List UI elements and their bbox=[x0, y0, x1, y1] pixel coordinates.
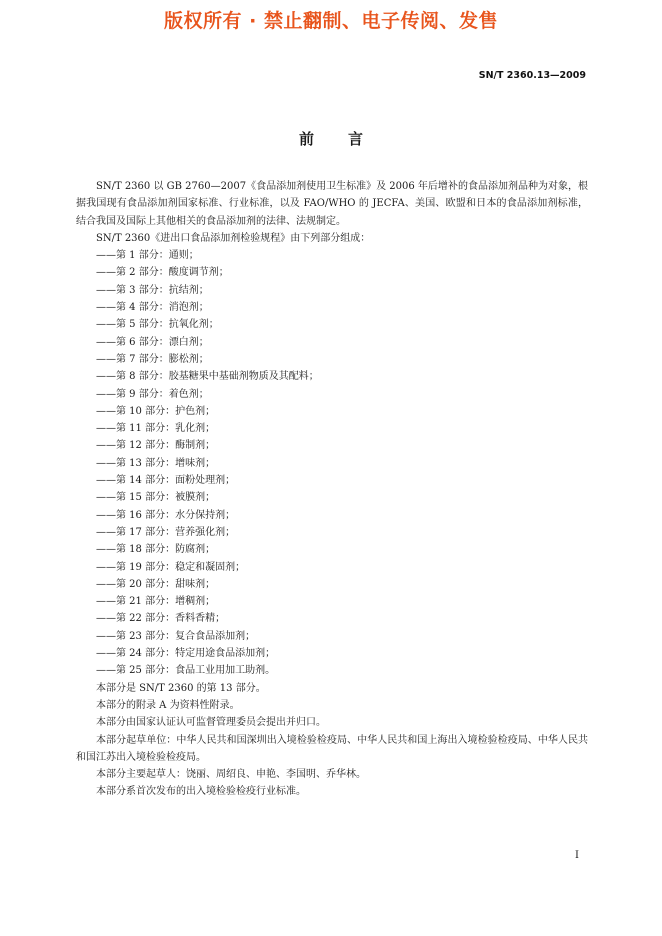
list-item: ——第 10 部分：护色剂； bbox=[96, 405, 216, 417]
list-item: ——第 9 部分：着色剂； bbox=[96, 388, 209, 400]
closing-paragraph: 本部分的附录 A 为资料性附录。 bbox=[96, 699, 240, 711]
list-item: ——第 11 部分：乳化剂； bbox=[96, 423, 216, 435]
list-item: ——第 20 部分：甜味剂； bbox=[96, 578, 216, 590]
closing-paragraph: 本部分系首次发布的出入境检验检疫行业标准。 bbox=[96, 786, 306, 798]
list-item: ——第 1 部分：通则； bbox=[96, 250, 199, 262]
list-item: ——第 16 部分：水分保持剂； bbox=[96, 509, 236, 521]
list-item: ——第 5 部分：抗氧化剂； bbox=[96, 319, 219, 331]
closing-paragraph: 本部分是 SN/T 2360 的第 13 部分。 bbox=[96, 682, 266, 694]
list-item: ——第 14 部分：面粉处理剂； bbox=[96, 475, 236, 487]
list-item: ——第 19 部分：稳定和凝固剂； bbox=[96, 561, 246, 573]
list-item: ——第 24 部分：特定用途食品添加剂； bbox=[96, 648, 276, 660]
watermark-banner: 版权所有 · 禁止翻制、电子传阅、发售 bbox=[164, 10, 498, 32]
page-title: 前言 bbox=[298, 130, 397, 148]
list-item: ——第 12 部分：酶制剂； bbox=[96, 440, 216, 452]
list-item: ——第 22 部分：香料香精； bbox=[96, 613, 226, 625]
list-item: ——第 8 部分：胶基糖果中基础剂物质及其配料； bbox=[96, 371, 319, 383]
page-number: Ⅰ bbox=[575, 850, 579, 861]
intro-paragraph: SN/T 2360《进出口食品添加剂检验规程》由下列部分组成： bbox=[96, 232, 371, 244]
list-item: ——第 17 部分：营养强化剂； bbox=[96, 526, 236, 538]
document-body bbox=[76, 178, 588, 801]
closing-paragraph: 本部分起草单位：中华人民共和国深圳出入境检验检疫局、中华人民共和国上海出入境检验检疫局、中华人民共和国江苏出入境检验检疫局。 bbox=[76, 734, 588, 763]
list-item: ——第 3 部分：抗结剂； bbox=[96, 284, 209, 296]
list-item: ——第 23 部分：复合食品添加剂； bbox=[96, 630, 256, 642]
list-item: ——第 13 部分：增味剂； bbox=[96, 457, 216, 469]
standard-code: SN/T 2360.13—2009 bbox=[478, 70, 586, 81]
parts-list bbox=[76, 247, 588, 679]
list-item: ——第 7 部分：膨松剂； bbox=[96, 353, 209, 365]
intro-paragraph: SN/T 2360 以 GB 2760—2007《食品添加剂使用卫生标准》及 2006 年后增补的食品添加剂品种为对象，根据我国现有食品添加剂国家标准、行业标准，以及 FAO/WHO 的 JECFA、美国、欧盟和日本的食品添加剂标准，结合我国及国际上其他相关的食品添加剂的法律、法规制定。 bbox=[76, 181, 588, 227]
list-item: ——第 2 部分：酸度调节剂； bbox=[96, 267, 229, 279]
list-item: ——第 6 部分：漂白剂； bbox=[96, 336, 209, 348]
list-item: ——第 18 部分：防腐剂； bbox=[96, 544, 216, 556]
list-item: ——第 25 部分：食品工业用加工助剂。 bbox=[96, 665, 276, 677]
closing-paragraph: 本部分由国家认证认可监督管理委员会提出并归口。 bbox=[96, 717, 326, 729]
list-item: ——第 21 部分：增稠剂； bbox=[96, 596, 216, 608]
list-item: ——第 15 部分：被膜剂； bbox=[96, 492, 216, 504]
list-item: ——第 4 部分：消泡剂； bbox=[96, 302, 209, 314]
closing-paragraph: 本部分主要起草人：饶丽、周绍良、申艳、李国明、乔华林。 bbox=[96, 769, 366, 781]
